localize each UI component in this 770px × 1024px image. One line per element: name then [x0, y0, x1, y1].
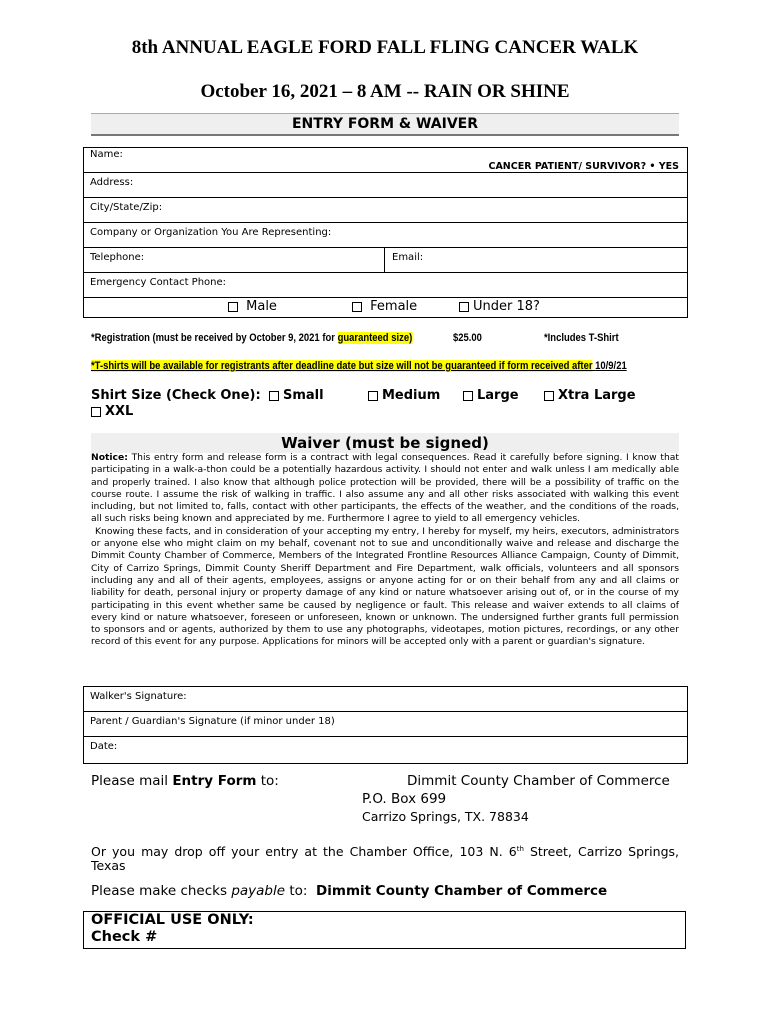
price: $25.00	[453, 332, 482, 344]
address-row[interactable]	[84, 173, 687, 198]
signature-table	[83, 686, 688, 764]
shirt-large[interactable]: Large	[463, 388, 519, 403]
gender-row	[84, 298, 687, 318]
male-option[interactable]: Male	[228, 299, 277, 314]
parent-signature-row[interactable]: Parent / Guardian's Signature (if minor under 18)	[84, 712, 687, 737]
date-row[interactable]: Date:	[84, 737, 687, 764]
mail-org: Dimmit County Chamber of Commerce	[407, 773, 670, 789]
phone-email-row	[84, 248, 687, 273]
waiver-title: Waiver (must be signed)	[91, 433, 679, 453]
check-number-label: Check #	[91, 929, 158, 945]
city-label: City/State/Zip:	[90, 202, 163, 213]
shirt-xlarge[interactable]: Xtra Large	[544, 388, 636, 403]
official-use-box	[83, 911, 686, 949]
section-bar	[91, 113, 679, 136]
mail-box: P.O. Box 699	[362, 791, 447, 807]
waiver-text: Notice: This entry form and release form is a contract with legal consequences. Read it carefully before signing. I know that participating in a walk-a-thon could be a potentially hazardous activity. I should not enter and walk unless I am medically able and properly trained. I also know that although police protection will be provided, there will be a possibility of traffic on the course route. I assume the risk of walking in traffic. I also assume any and all other risks associated with walking this event including, but not limited to, falls, contact with other participants, the effects of the weather, and the conditions of the roads, all such risks being known and appreciated by me. Furthermore I agree to yield to all emergency vehicles. Knowing these facts, and in consideration of your accepting my entry, I hereby for myself, my heirs, executors, administrators or anyone else who might claim on my behalf, covenant not to sue and unconditionally waive and release and discharge the Dimmit County Chamber of Commerce, Members of the Integrated Frontline Resources Alliance Campaign, County of Dimmit, City of Carrizo Springs, Dimmit County Sheriff Department and Fire Department, walk officials, volunteers and all sponsors including any and all of their agents, employees, assigns or anyone acting for or on their behalf from any and all claims or liability for death, personal injury or property damage of any kind or nature whatsoever arising out of, or in the course of my participating in this event whether same be caused by negligence or fault. This release and waiver extends to all claims of every kind or nature whatsoever, foreseen or unforeseen, known or unknown. The undersigned further grants full permission to sponsors and or agents, authorized by them to use any photographs, videotapes, motion pictures, recordings, or any other record of this event for any purpose. Applications for minors will be accepted only with a parent or guardian's signature.	[91, 452, 679, 648]
section-title: ENTRY FORM & WAIVER	[291, 116, 479, 132]
company-label: Company or Organization You Are Representing:	[90, 227, 332, 238]
checkbox-icon	[91, 407, 101, 417]
emergency-row[interactable]	[84, 273, 687, 298]
shirt-xxl[interactable]: XXL	[91, 404, 133, 419]
checks-payable: Please make checks payable to: Dimmit County Chamber of Commerce	[91, 883, 608, 899]
checkbox-icon	[544, 391, 554, 401]
includes-tshirt: *Includes T-Shirt	[544, 332, 619, 344]
telephone-label: Telephone:	[90, 252, 145, 263]
checkbox-icon	[352, 302, 362, 312]
cell-divider	[384, 248, 385, 272]
name-label: Name:	[90, 149, 123, 160]
shirt-small[interactable]: Small	[269, 388, 324, 403]
emergency-label: Emergency Contact Phone:	[90, 277, 227, 288]
checkbox-icon	[368, 391, 378, 401]
mail-instruction: Please mail Entry Form to:	[91, 773, 279, 789]
drop-off-text: Or you may drop off your entry at the Chamber Office, 103 N. 6th Street, Carrizo Springs, Texas	[91, 844, 679, 874]
name-row[interactable]	[84, 148, 687, 173]
walker-signature-row[interactable]: Walker's Signature:	[84, 687, 687, 712]
mail-city: Carrizo Springs, TX. 78834	[362, 809, 529, 824]
checkbox-icon	[459, 302, 469, 312]
female-option[interactable]: Female	[352, 299, 417, 314]
official-use-label: OFFICIAL USE ONLY:	[91, 912, 254, 928]
company-row[interactable]	[84, 223, 687, 248]
survivor-label: CANCER PATIENT/ SURVIVOR? • YES	[488, 161, 679, 172]
under18-option[interactable]: Under 18?	[459, 299, 540, 314]
entry-form-table	[83, 147, 688, 318]
checkbox-icon	[463, 391, 473, 401]
tshirt-note: *T-shirts will be available for registrants after deadline date but size will not be guaranteed if form received after 10/9/21	[91, 360, 627, 372]
event-title: 8th ANNUAL EAGLE FORD FALL FLING CANCER WALK	[131, 37, 639, 58]
city-row[interactable]	[84, 198, 687, 223]
event-date: October 16, 2021 – 8 AM -- RAIN OR SHINE	[200, 81, 570, 102]
shirt-size-label: Shirt Size (Check One):	[91, 388, 261, 403]
checkbox-icon	[228, 302, 238, 312]
checkbox-icon	[269, 391, 279, 401]
shirt-medium[interactable]: Medium	[368, 388, 440, 403]
address-label: Address:	[90, 177, 134, 188]
registration-line: *Registration (must be received by October 9, 2021 for guaranteed size)	[91, 332, 413, 344]
guaranteed-size: guaranteed size)	[337, 332, 413, 344]
email-label: Email:	[392, 252, 424, 263]
